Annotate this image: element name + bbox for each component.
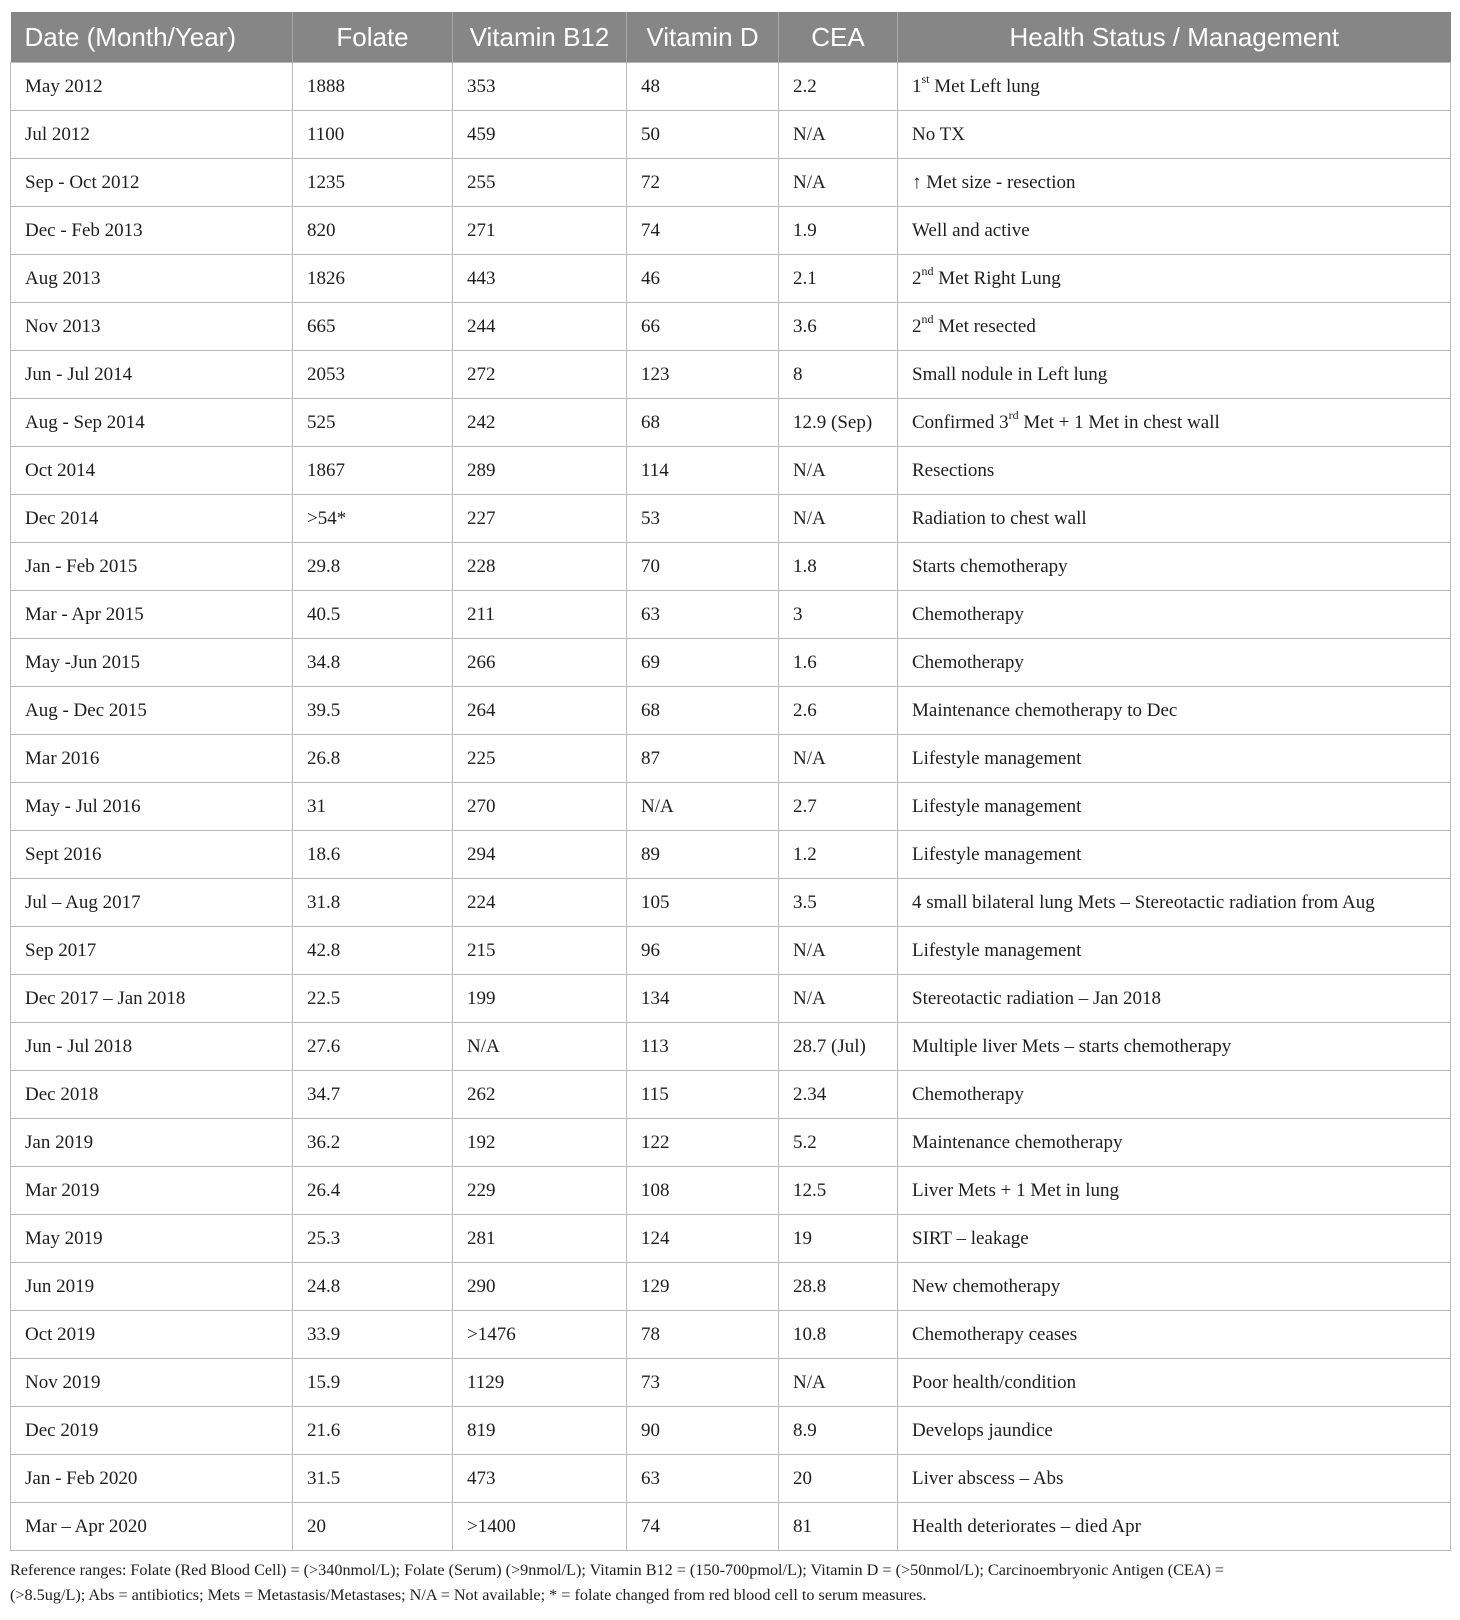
cell-health-status [898, 447, 1451, 495]
cell-folate: 39.5 [293, 687, 453, 735]
cell-vitamin-d: 46 [627, 255, 779, 303]
cell-vitamin-b12: 1129 [453, 1359, 627, 1407]
cell-date: May -Jun 2015 [11, 639, 293, 687]
cell-date: Mar 2016 [11, 735, 293, 783]
cell-cea: N/A [779, 159, 898, 207]
cell-cea: 5.2 [779, 1119, 898, 1167]
cell-vitamin-d: 123 [627, 351, 779, 399]
status-text: Multiple liver Mets – starts chemotherapy [912, 1035, 1232, 1057]
cell-vitamin-b12: 819 [453, 1407, 627, 1455]
status-text: Stereotactic radiation – Jan 2018 [912, 987, 1162, 1009]
cell-health-status [898, 303, 1451, 351]
cell-vitamin-b12: 199 [453, 975, 627, 1023]
cell-health-status [898, 1119, 1451, 1167]
lab-results-table [10, 12, 1451, 1551]
status-text: 2 [912, 315, 922, 337]
cell-health-status [898, 159, 1451, 207]
cell-cea: N/A [779, 975, 898, 1023]
table-row [11, 639, 1451, 687]
status-text: 4 small bilateral lung Mets – Stereotactic radiation from Aug [912, 891, 1375, 913]
table-row [11, 1359, 1451, 1407]
cell-vitamin-b12: 227 [453, 495, 627, 543]
cell-cea: 3.5 [779, 879, 898, 927]
cell-vitamin-b12: 289 [453, 447, 627, 495]
status-text: 2 [912, 267, 922, 289]
cell-folate: >54* [293, 495, 453, 543]
cell-vitamin-b12: 281 [453, 1215, 627, 1263]
cell-vitamin-b12: >1400 [453, 1503, 627, 1551]
table-row [11, 543, 1451, 591]
footnote [10, 1558, 1455, 1608]
status-text: Met Left lung [929, 75, 1040, 97]
cell-vitamin-d: 129 [627, 1263, 779, 1311]
cell-date: Oct 2014 [11, 447, 293, 495]
cell-folate: 26.4 [293, 1167, 453, 1215]
cell-date: Dec 2014 [11, 495, 293, 543]
cell-cea: 1.6 [779, 639, 898, 687]
cell-date: May 2019 [11, 1215, 293, 1263]
cell-folate: 20 [293, 1503, 453, 1551]
table-row [11, 927, 1451, 975]
cell-vitamin-b12: 266 [453, 639, 627, 687]
cell-vitamin-d: 105 [627, 879, 779, 927]
cell-cea: N/A [779, 735, 898, 783]
cell-vitamin-b12: 225 [453, 735, 627, 783]
cell-cea: N/A [779, 927, 898, 975]
cell-health-status [898, 1407, 1451, 1455]
status-text: Liver abscess – Abs [912, 1467, 1064, 1489]
cell-cea: 81 [779, 1503, 898, 1551]
cell-vitamin-b12: 242 [453, 399, 627, 447]
cell-health-status [898, 687, 1451, 735]
cell-vitamin-d: 89 [627, 831, 779, 879]
cell-health-status [898, 495, 1451, 543]
cell-date: Dec 2019 [11, 1407, 293, 1455]
cell-cea: 2.6 [779, 687, 898, 735]
status-text: No TX [912, 123, 965, 145]
cell-date: Jun - Jul 2018 [11, 1023, 293, 1071]
cell-health-status [898, 1071, 1451, 1119]
ordinal-suffix: nd [921, 264, 934, 279]
cell-date: Jan - Feb 2020 [11, 1455, 293, 1503]
cell-cea: 12.9 (Sep) [779, 399, 898, 447]
cell-cea: N/A [779, 447, 898, 495]
header-vitamin-d: Vitamin D [627, 12, 779, 63]
cell-date: Jun 2019 [11, 1263, 293, 1311]
status-text: New chemotherapy [912, 1275, 1061, 1297]
cell-vitamin-b12: 262 [453, 1071, 627, 1119]
cell-folate: 22.5 [293, 975, 453, 1023]
cell-date: Aug 2013 [11, 255, 293, 303]
cell-health-status [898, 735, 1451, 783]
cell-folate: 33.9 [293, 1311, 453, 1359]
cell-date: Jul – Aug 2017 [11, 879, 293, 927]
cell-folate: 31 [293, 783, 453, 831]
cell-vitamin-d: N/A [627, 783, 779, 831]
cell-vitamin-d: 108 [627, 1167, 779, 1215]
cell-folate: 665 [293, 303, 453, 351]
status-text: Develops jaundice [912, 1419, 1053, 1441]
cell-cea: 2.7 [779, 783, 898, 831]
cell-folate: 26.8 [293, 735, 453, 783]
cell-vitamin-b12: 270 [453, 783, 627, 831]
cell-cea: N/A [779, 111, 898, 159]
cell-folate: 31.5 [293, 1455, 453, 1503]
cell-cea: 19 [779, 1215, 898, 1263]
cell-health-status [898, 543, 1451, 591]
cell-folate: 25.3 [293, 1215, 453, 1263]
table-row [11, 1023, 1451, 1071]
cell-vitamin-b12: 192 [453, 1119, 627, 1167]
cell-cea: 1.8 [779, 543, 898, 591]
table-row [11, 207, 1451, 255]
cell-vitamin-b12: 272 [453, 351, 627, 399]
table-row [11, 1167, 1451, 1215]
cell-date: Jan - Feb 2015 [11, 543, 293, 591]
status-text: Chemotherapy [912, 1083, 1024, 1105]
cell-vitamin-b12: 255 [453, 159, 627, 207]
cell-cea: 20 [779, 1455, 898, 1503]
cell-health-status [898, 1503, 1451, 1551]
cell-vitamin-b12: 215 [453, 927, 627, 975]
cell-folate: 1867 [293, 447, 453, 495]
cell-vitamin-d: 68 [627, 399, 779, 447]
cell-health-status [898, 639, 1451, 687]
cell-vitamin-d: 90 [627, 1407, 779, 1455]
cell-vitamin-d: 96 [627, 927, 779, 975]
cell-vitamin-d: 50 [627, 111, 779, 159]
status-text: Lifestyle management [912, 747, 1082, 769]
status-text: ↑ Met size - resection [912, 171, 1076, 193]
cell-vitamin-b12: 271 [453, 207, 627, 255]
cell-folate: 27.6 [293, 1023, 453, 1071]
cell-date: Nov 2013 [11, 303, 293, 351]
cell-health-status [898, 831, 1451, 879]
cell-date: Mar – Apr 2020 [11, 1503, 293, 1551]
cell-folate: 1888 [293, 63, 453, 111]
cell-cea: N/A [779, 1359, 898, 1407]
cell-vitamin-b12: N/A [453, 1023, 627, 1071]
cell-cea: 12.5 [779, 1167, 898, 1215]
cell-health-status [898, 591, 1451, 639]
status-text: Starts chemotherapy [912, 555, 1068, 577]
cell-folate: 15.9 [293, 1359, 453, 1407]
cell-folate: 21.6 [293, 1407, 453, 1455]
cell-date: Oct 2019 [11, 1311, 293, 1359]
cell-vitamin-b12: 211 [453, 591, 627, 639]
table-row [11, 1407, 1451, 1455]
table-row [11, 783, 1451, 831]
table-row [11, 1311, 1451, 1359]
ordinal-suffix: st [921, 72, 930, 87]
header-folate: Folate [293, 12, 453, 63]
status-text: SIRT – leakage [912, 1227, 1029, 1249]
cell-folate: 42.8 [293, 927, 453, 975]
header-date: Date (Month/Year) [11, 12, 293, 63]
cell-date: Mar - Apr 2015 [11, 591, 293, 639]
cell-date: Jul 2012 [11, 111, 293, 159]
cell-health-status [898, 975, 1451, 1023]
footnote-line-1: Reference ranges: Folate (Red Blood Cell) = (>340nmol/L); Folate (Serum) (>9nmol/L); Vitamin B12 = (150-700pmol/L); Vitamin D = (>50nmol/L); Carcinoembryonic Antigen (CEA) = [10, 1561, 1225, 1579]
cell-health-status [898, 927, 1451, 975]
cell-vitamin-b12: 244 [453, 303, 627, 351]
cell-folate: 40.5 [293, 591, 453, 639]
status-text: 1 [912, 75, 922, 97]
cell-cea: 2.1 [779, 255, 898, 303]
cell-health-status [898, 351, 1451, 399]
cell-cea: 3.6 [779, 303, 898, 351]
cell-folate: 1826 [293, 255, 453, 303]
cell-folate: 34.8 [293, 639, 453, 687]
table-row [11, 735, 1451, 783]
status-text: Met Right Lung [933, 267, 1061, 289]
cell-vitamin-d: 63 [627, 1455, 779, 1503]
cell-cea: 3 [779, 591, 898, 639]
cell-health-status [898, 255, 1451, 303]
header-cea: CEA [779, 12, 898, 63]
cell-vitamin-d: 115 [627, 1071, 779, 1119]
cell-cea: 28.8 [779, 1263, 898, 1311]
table-row [11, 1263, 1451, 1311]
cell-date: Dec - Feb 2013 [11, 207, 293, 255]
status-text: Poor health/condition [912, 1371, 1077, 1393]
cell-health-status [898, 879, 1451, 927]
cell-cea: 2.34 [779, 1071, 898, 1119]
cell-vitamin-d: 74 [627, 207, 779, 255]
cell-date: May 2012 [11, 63, 293, 111]
cell-vitamin-b12: 353 [453, 63, 627, 111]
status-text: Chemotherapy [912, 603, 1024, 625]
table-row [11, 1071, 1451, 1119]
status-text: Lifestyle management [912, 843, 1082, 865]
cell-folate: 34.7 [293, 1071, 453, 1119]
cell-cea: 8 [779, 351, 898, 399]
cell-vitamin-d: 66 [627, 303, 779, 351]
table-row [11, 1503, 1451, 1551]
status-text: Met resected [933, 315, 1036, 337]
cell-folate: 1100 [293, 111, 453, 159]
cell-folate: 18.6 [293, 831, 453, 879]
cell-vitamin-b12: 294 [453, 831, 627, 879]
cell-folate: 31.8 [293, 879, 453, 927]
cell-vitamin-b12: 228 [453, 543, 627, 591]
table-row [11, 975, 1451, 1023]
cell-vitamin-d: 48 [627, 63, 779, 111]
cell-health-status [898, 1023, 1451, 1071]
cell-health-status [898, 1263, 1451, 1311]
table-row [11, 687, 1451, 735]
cell-vitamin-d: 69 [627, 639, 779, 687]
cell-health-status [898, 1167, 1451, 1215]
cell-health-status [898, 111, 1451, 159]
cell-vitamin-d: 87 [627, 735, 779, 783]
table-row [11, 591, 1451, 639]
status-text: Radiation to chest wall [912, 507, 1087, 529]
cell-date: Mar 2019 [11, 1167, 293, 1215]
cell-cea: 8.9 [779, 1407, 898, 1455]
table-row [11, 495, 1451, 543]
status-text: Lifestyle management [912, 939, 1082, 961]
cell-vitamin-d: 70 [627, 543, 779, 591]
status-text: Well and active [912, 219, 1030, 241]
table-row [11, 1119, 1451, 1167]
status-text: Liver Mets + 1 Met in lung [912, 1179, 1120, 1201]
cell-vitamin-b12: 264 [453, 687, 627, 735]
cell-vitamin-b12: 443 [453, 255, 627, 303]
cell-folate: 820 [293, 207, 453, 255]
table-body [11, 63, 1451, 1551]
header-row [11, 12, 1451, 63]
cell-vitamin-d: 73 [627, 1359, 779, 1407]
status-text: Resections [912, 459, 995, 481]
cell-date: Jun - Jul 2014 [11, 351, 293, 399]
cell-date: Aug - Dec 2015 [11, 687, 293, 735]
cell-folate: 29.8 [293, 543, 453, 591]
status-text: Maintenance chemotherapy [912, 1131, 1123, 1153]
cell-health-status [898, 1215, 1451, 1263]
cell-date: May - Jul 2016 [11, 783, 293, 831]
cell-health-status [898, 1455, 1451, 1503]
cell-vitamin-b12: 229 [453, 1167, 627, 1215]
cell-vitamin-d: 134 [627, 975, 779, 1023]
status-text: Maintenance chemotherapy to Dec [912, 699, 1178, 721]
cell-health-status [898, 783, 1451, 831]
table-row [11, 303, 1451, 351]
cell-vitamin-d: 78 [627, 1311, 779, 1359]
cell-vitamin-d: 68 [627, 687, 779, 735]
status-text: Health deteriorates – died Apr [912, 1515, 1141, 1537]
table-row [11, 1455, 1451, 1503]
cell-cea: 1.2 [779, 831, 898, 879]
table-row [11, 1215, 1451, 1263]
cell-cea: 10.8 [779, 1311, 898, 1359]
cell-health-status [898, 207, 1451, 255]
cell-vitamin-d: 74 [627, 1503, 779, 1551]
cell-vitamin-d: 124 [627, 1215, 779, 1263]
cell-folate: 525 [293, 399, 453, 447]
table-row [11, 399, 1451, 447]
cell-vitamin-b12: 473 [453, 1455, 627, 1503]
cell-health-status [898, 1359, 1451, 1407]
cell-date: Sep 2017 [11, 927, 293, 975]
cell-vitamin-d: 113 [627, 1023, 779, 1071]
cell-vitamin-d: 114 [627, 447, 779, 495]
cell-folate: 24.8 [293, 1263, 453, 1311]
cell-vitamin-d: 53 [627, 495, 779, 543]
status-text: Confirmed 3 [912, 411, 1009, 433]
ordinal-suffix: rd [1008, 408, 1019, 423]
cell-date: Sept 2016 [11, 831, 293, 879]
cell-vitamin-b12: >1476 [453, 1311, 627, 1359]
cell-health-status [898, 399, 1451, 447]
status-text: Lifestyle management [912, 795, 1082, 817]
table-row [11, 63, 1451, 111]
footnote-line-2: (>8.5ug/L); Abs = antibiotics; Mets = Metastasis/Metastases; N/A = Not available; * = folate changed from red blood cell to serum measures. [10, 1586, 927, 1604]
cell-date: Dec 2017 – Jan 2018 [11, 975, 293, 1023]
cell-cea: 28.7 (Jul) [779, 1023, 898, 1071]
cell-vitamin-d: 63 [627, 591, 779, 639]
cell-cea: N/A [779, 495, 898, 543]
cell-health-status [898, 63, 1451, 111]
table-row [11, 255, 1451, 303]
status-text: Small nodule in Left lung [912, 363, 1108, 385]
cell-health-status [898, 1311, 1451, 1359]
table-row [11, 111, 1451, 159]
cell-folate: 36.2 [293, 1119, 453, 1167]
ordinal-suffix: nd [921, 312, 934, 327]
table-row [11, 351, 1451, 399]
cell-vitamin-d: 122 [627, 1119, 779, 1167]
table-row [11, 159, 1451, 207]
table-row [11, 831, 1451, 879]
status-text: Chemotherapy [912, 651, 1024, 673]
header-vitamin-b12: Vitamin B12 [453, 12, 627, 63]
cell-folate: 1235 [293, 159, 453, 207]
cell-cea: 2.2 [779, 63, 898, 111]
table-row [11, 447, 1451, 495]
cell-vitamin-b12: 290 [453, 1263, 627, 1311]
cell-vitamin-b12: 224 [453, 879, 627, 927]
cell-vitamin-d: 72 [627, 159, 779, 207]
header-health-status: Health Status / Management [898, 12, 1451, 63]
cell-date: Dec 2018 [11, 1071, 293, 1119]
cell-date: Aug - Sep 2014 [11, 399, 293, 447]
cell-folate: 2053 [293, 351, 453, 399]
cell-date: Jan 2019 [11, 1119, 293, 1167]
status-text: Met + 1 Met in chest wall [1018, 411, 1220, 433]
table-row [11, 879, 1451, 927]
status-text: Chemotherapy ceases [912, 1323, 1078, 1345]
cell-date: Nov 2019 [11, 1359, 293, 1407]
cell-cea: 1.9 [779, 207, 898, 255]
cell-vitamin-b12: 459 [453, 111, 627, 159]
cell-date: Sep - Oct 2012 [11, 159, 293, 207]
